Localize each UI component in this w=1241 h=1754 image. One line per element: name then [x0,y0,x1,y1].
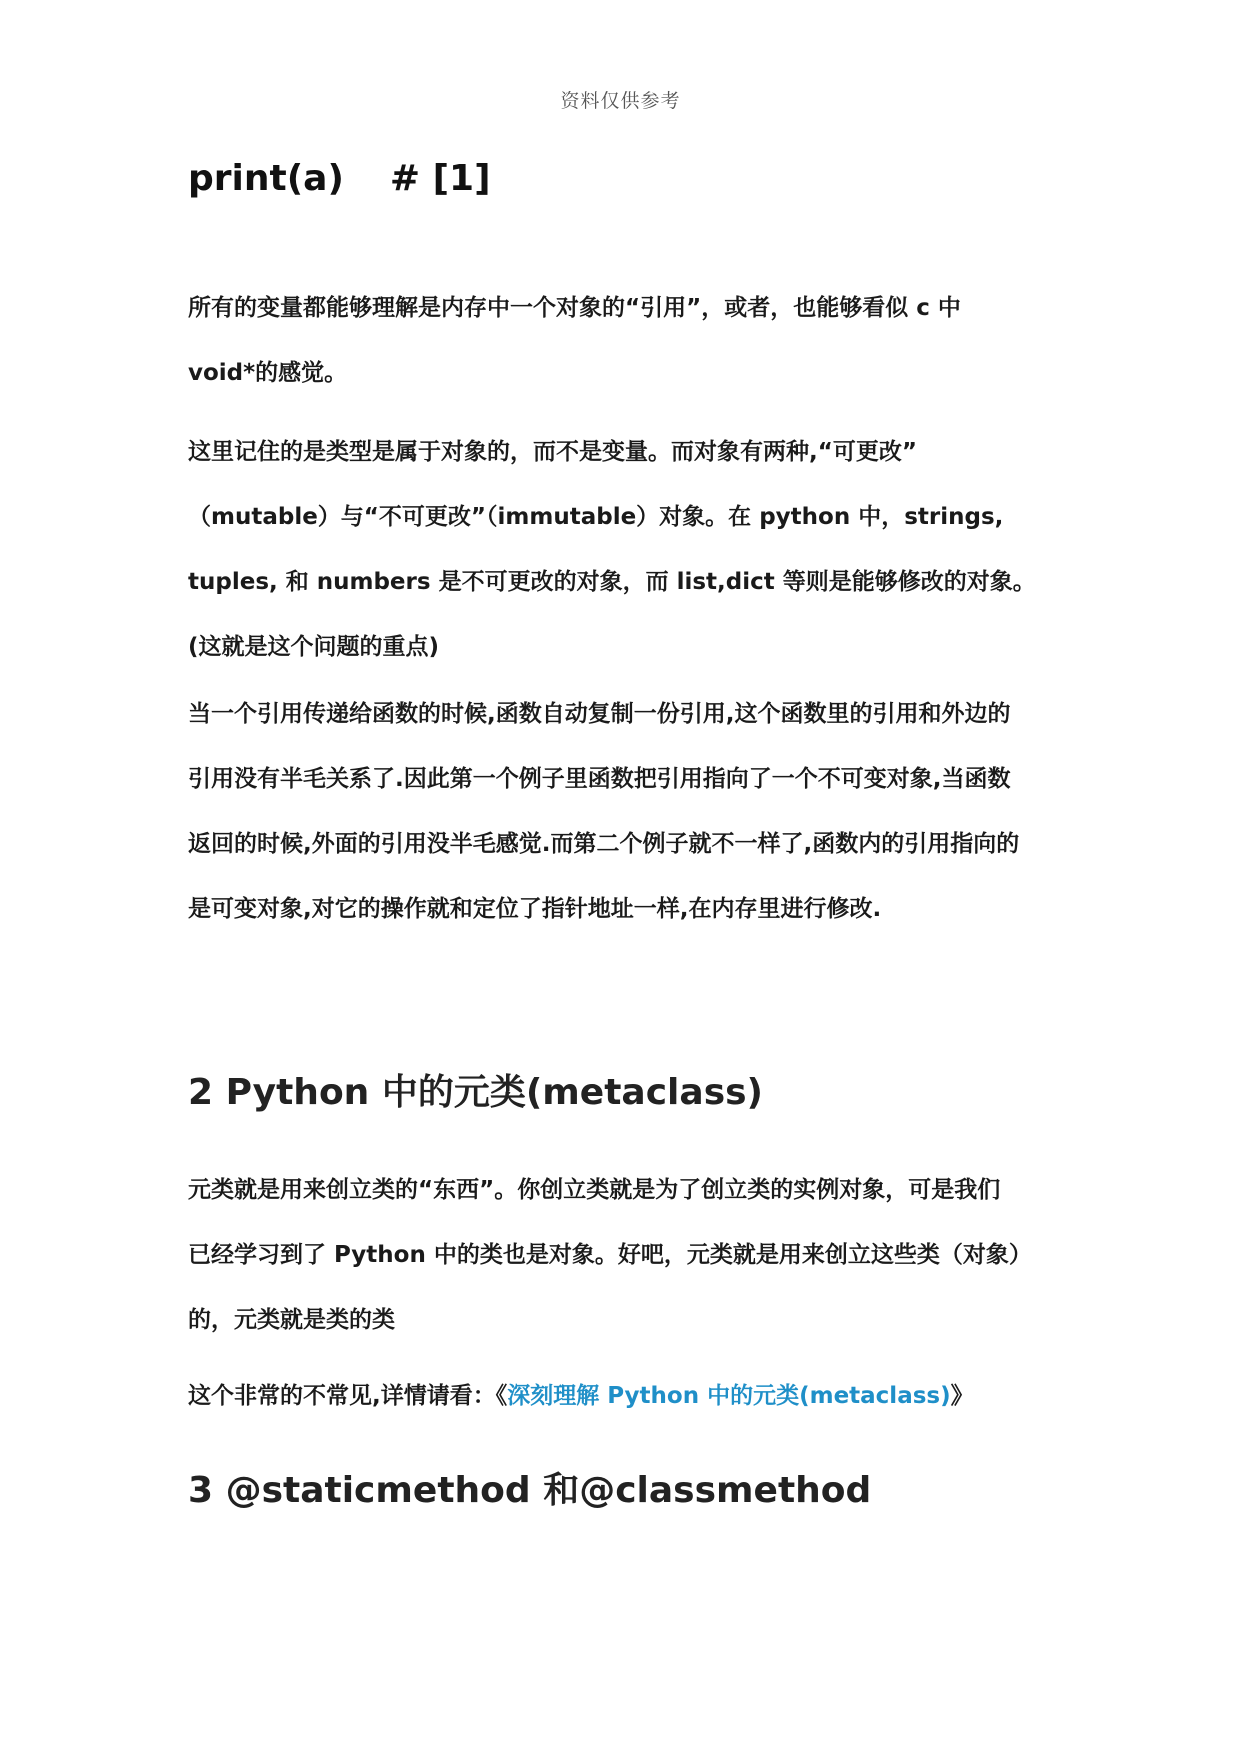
paragraph-line: （mutable）与“不可更改”（immutable）对象。在 python 中，strings, [188,504,1004,530]
paragraph-line: void*的感觉。 [188,360,348,386]
paragraph-line: 的，元类就是类的类 [188,1307,395,1333]
paragraph-variable-reference [188,276,1068,406]
paragraph-metaclass-intro [188,1158,1068,1353]
paragraph-line: (这就是这个问题的重点) [188,634,440,660]
paragraph-line: 所有的变量都能够理解是内存中一个对象的“引用”，或者，也能够看似 c 中 [188,295,961,321]
paragraph-line: 元类就是用来创立类的“东西”。你创立类就是为了创立类的实例对象，可是我们 [188,1177,1001,1203]
link-prefix-text: 这个非常的不常见,详情请看：《 [188,1383,508,1409]
metaclass-article-link[interactable]: 深刻理解 Python 中的元类(metaclass) [507,1383,951,1409]
code-print-statement [188,158,491,199]
paragraph-line: 已经学习到了 Python 中的类也是对象。好吧，元类就是用来创立这些类（对象） [188,1242,1032,1268]
link-suffix-text: 》 [950,1383,974,1409]
paragraph-line: 这里记住的是类型是属于对象的，而不是变量。而对象有两种,“可更改” [188,439,917,465]
paragraph-line: 是可变对象,对它的操作就和定位了指针地址一样,在内存里进行修改. [188,896,882,922]
code-statement: print(a) [188,158,344,199]
paragraph-mutable-types [188,420,1068,680]
watermark-header: 资料仅供参考 [560,90,681,112]
section-heading-staticmethod: 3 @staticmethod 和@classmethod [188,1470,872,1511]
section-heading-metaclass: 2 Python 中的元类(metaclass) [188,1072,763,1113]
paragraph-line: tuples, 和 numbers 是不可更改的对象，而 list,dict 等则是能够修改的对象。 [188,569,1036,595]
code-comment: # [1] [389,158,491,199]
paragraph-metaclass-link [188,1364,1068,1429]
paragraph-line: 返回的时候,外面的引用没半毛感觉.而第二个例子就不一样了,函数内的引用指向的 [188,831,1020,857]
paragraph-reference-passing [188,682,1068,942]
paragraph-line: 引用没有半毛关系了.因此第一个例子里函数把引用指向了一个不可变对象,当函数 [188,766,1011,792]
paragraph-line [188,1364,1068,1429]
paragraph-line: 当一个引用传递给函数的时候,函数自动复制一份引用,这个函数里的引用和外边的 [188,701,1011,727]
